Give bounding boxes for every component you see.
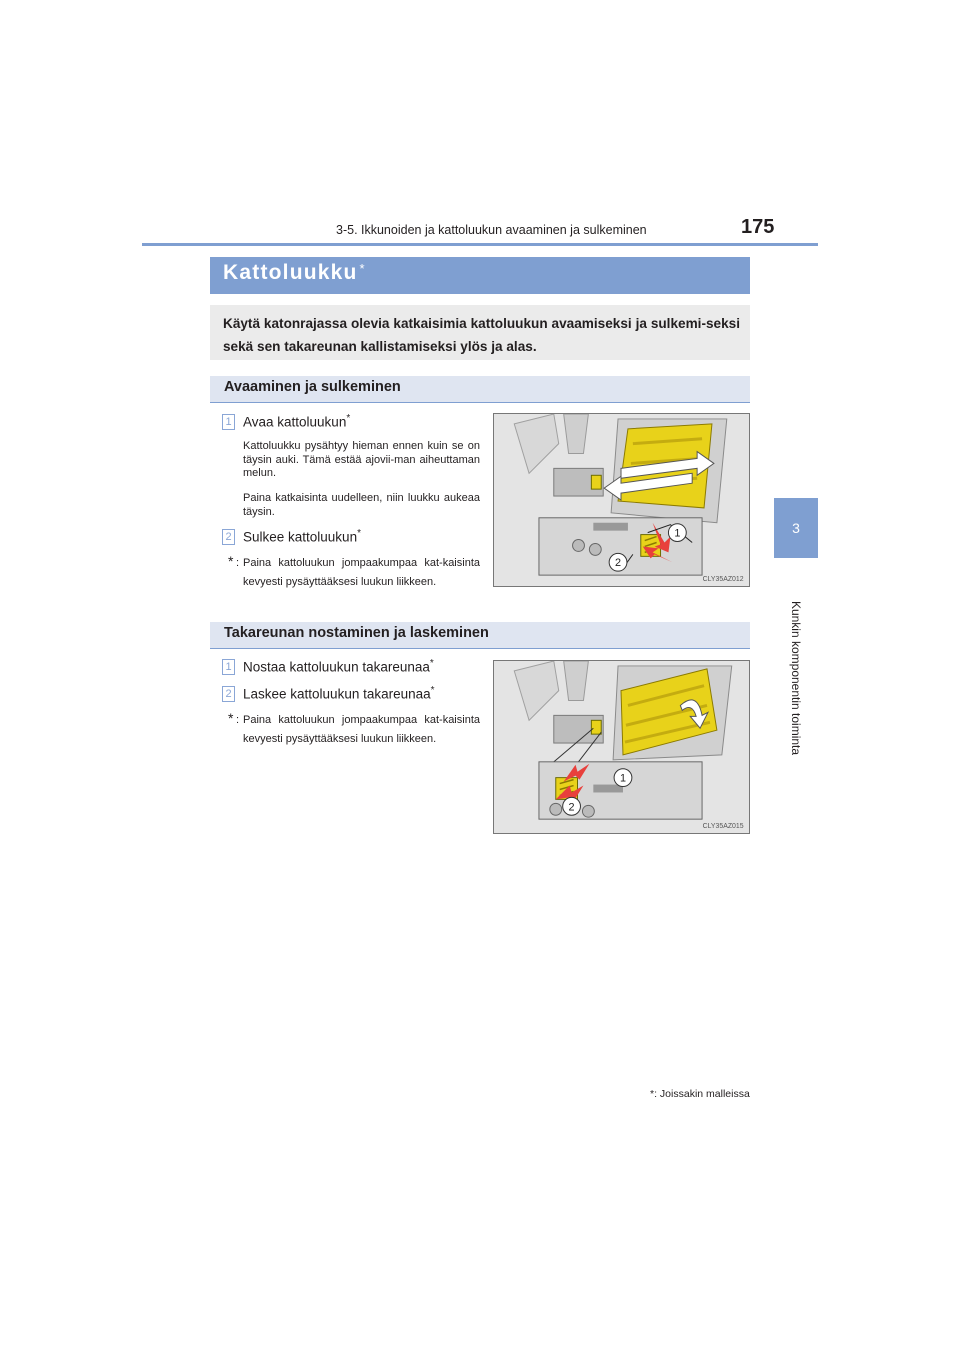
item-marker: * bbox=[346, 413, 351, 424]
section-title-marker: * bbox=[359, 261, 366, 276]
callout-2: 2 bbox=[568, 801, 575, 814]
note-open-close bbox=[228, 554, 480, 592]
item-open-text: Avaa kattoluukun bbox=[243, 414, 347, 430]
figure-code: CLY35AZ015 bbox=[702, 823, 744, 831]
item-close-text: Sulkee kattoluukun bbox=[243, 529, 358, 545]
note-colon: : bbox=[236, 557, 240, 569]
chapter-tab bbox=[774, 498, 818, 558]
sunroof-open-close-drawing bbox=[494, 414, 749, 586]
footnote-star: * bbox=[650, 1088, 655, 1100]
note-star-marker: * bbox=[228, 553, 234, 569]
step-number-badge: 2 bbox=[222, 529, 235, 545]
subsection-heading-open-close: Avaaminen ja sulkeminen bbox=[210, 376, 750, 403]
section-title: Kattoluukku bbox=[223, 261, 358, 284]
desc-paragraph-1: Kattoluukku pysähtyy hieman ennen kuin se on täysin auki. Tämä estää ajovii-man aiheuttaman melun. bbox=[243, 440, 480, 479]
sunroof-tilt-illustration bbox=[493, 660, 750, 834]
item-close-label bbox=[243, 528, 361, 545]
section-title-banner bbox=[210, 257, 750, 294]
intro-box: Käytä katonrajassa olevia katkaisimia kattoluukun avaamiseksi ja sulkemi-seksi sekä sen takareunan kallistamiseksi ylös ja alas. bbox=[210, 305, 750, 360]
sunroof-open-close-illustration bbox=[493, 413, 750, 587]
figure-code: CLY35AZ012 bbox=[702, 576, 744, 584]
item-marker: * bbox=[430, 685, 435, 696]
note-tilt bbox=[228, 711, 480, 749]
step-number-badge: 2 bbox=[222, 686, 235, 702]
note-text: Paina kattoluukun jompaakumpaa kat-kaisinta kevyesti pysäyttääksesi luukun liikkeen. bbox=[243, 557, 480, 588]
sunroof-tilt-drawing bbox=[494, 661, 749, 833]
step-number-badge: 1 bbox=[222, 659, 235, 675]
page-number: 175 bbox=[741, 216, 775, 238]
step-number-badge: 1 bbox=[222, 414, 235, 430]
chapter-number: 3 bbox=[792, 520, 800, 536]
item-tilt-up-text: Nostaa kattoluukun takareunaa bbox=[243, 659, 430, 675]
note-colon: : bbox=[236, 714, 240, 726]
desc-paragraph-2: Paina katkaisinta uudelleen, niin luukku aukeaa täysin. bbox=[243, 492, 480, 518]
note-text: Paina kattoluukun jompaakumpaa kat-kaisinta kevyesti pysäyttääksesi luukun liikkeen. bbox=[243, 714, 480, 745]
header-rule bbox=[142, 243, 818, 246]
chapter-side-label: Kunkin komponentin toiminta bbox=[789, 600, 803, 756]
callout-1: 1 bbox=[619, 772, 627, 785]
note-star-marker: * bbox=[228, 710, 234, 726]
callout-2: 2 bbox=[615, 557, 622, 570]
item-marker: * bbox=[357, 528, 361, 539]
footnote-text: : Joissakin malleissa bbox=[654, 1088, 750, 1100]
footnote bbox=[650, 1088, 750, 1100]
item-tilt-down-text: Laskee kattoluukun takareunaa bbox=[243, 686, 431, 702]
subsection-heading-tilt: Takareunan nostaminen ja laskeminen bbox=[210, 622, 750, 649]
running-header-title: 3-5. Ikkunoiden ja kattoluukun avaaminen ja sulkeminen bbox=[336, 223, 647, 237]
item-open-label bbox=[243, 413, 350, 430]
item-tilt-up-label bbox=[243, 658, 434, 675]
item-tilt-down-label bbox=[243, 685, 435, 702]
callout-1: 1 bbox=[674, 527, 681, 540]
item-marker: * bbox=[429, 658, 434, 669]
